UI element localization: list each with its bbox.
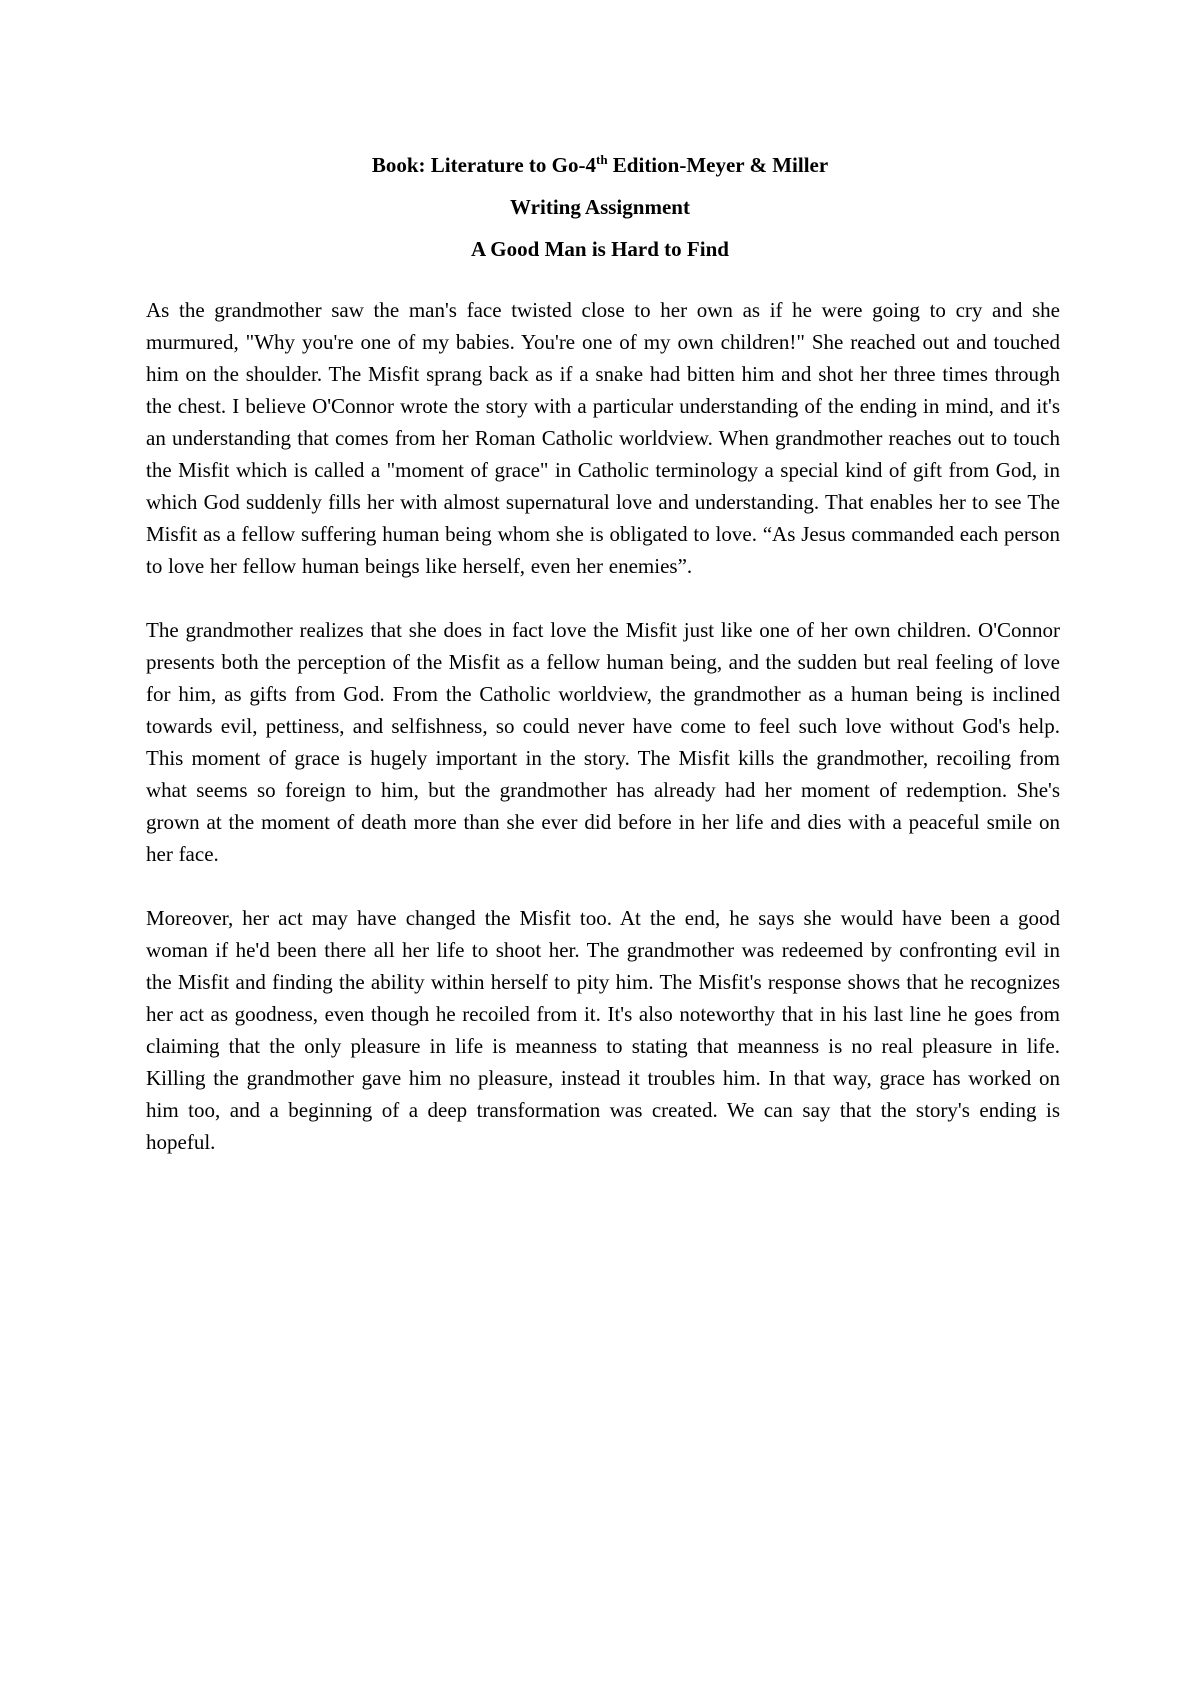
book-title-prefix: Book: Literature to Go-4 <box>371 153 596 177</box>
story-title: A Good Man is Hard to Find <box>471 237 729 261</box>
assignment-subtitle: Writing Assignment <box>510 195 690 219</box>
essay-body <box>146 294 1060 1190</box>
paragraph-3: Moreover, her act may have changed the Misfit too. At the end, he says she would have been a good woman if he'd been there all her life to shoot her. The grandmother was redeemed by confronting evil in the Misfit and finding the ability within herself to pity him. The Misfit's response shows that he recognizes her act as goodness, even though he recoiled from it. It's also noteworthy that in his last line he goes from claiming that the only pleasure in life is meanness to stating that meanness is no real pleasure in life. Killing the grandmother gave him no pleasure, instead it troubles him. In that way, grace has worked on him too, and a beginning of a deep transformation was created. We can say that the story's ending is hopeful. <box>146 906 1060 1154</box>
paragraph-1: As the grandmother saw the man's face twisted close to her own as if he were going to cry and she murmured, "Why you're one of my babies. You're one of my own children!" She reached out and touched him on the shoulder. The Misfit sprang back as if a snake had bitten him and shot her three times through the chest. I believe O'Connor wrote the story with a particular understanding of the ending in mind, and it's an understanding that comes from her Roman Catholic worldview. When grandmother reaches out to touch the Misfit which is called a "moment of grace" in Catholic terminology a special kind of gift from God, in which God suddenly fills her with almost supernatural love and understanding. That enables her to see The Misfit as a fellow suffering human being whom she is obligated to love. “As Jesus commanded each person to love her fellow human beings like herself, even her enemies”. <box>146 298 1060 578</box>
book-title <box>0 144 1200 186</box>
paragraph-2: The grandmother realizes that she does in fact love the Misfit just like one of her own children. O'Connor presents both the perception of the Misfit as a fellow human being, and the sudden but real feeling of love for him, as gifts from God. From the Catholic worldview, the grandmother as a human being is inclined towards evil, pettiness, and selfishness, so could never have come to feel such love without God's help. This moment of grace is hugely important in the story. The Misfit kills the grandmother, recoiling from what seems so foreign to him, but the grandmother has already had her moment of redemption. She's grown at the moment of death more than she ever did before in her life and dies with a peaceful smile on her face. <box>146 618 1060 866</box>
book-title-suffix: Edition-Meyer & Miller <box>607 153 829 177</box>
document-header <box>0 144 1200 270</box>
book-title-superscript: th <box>595 152 608 167</box>
